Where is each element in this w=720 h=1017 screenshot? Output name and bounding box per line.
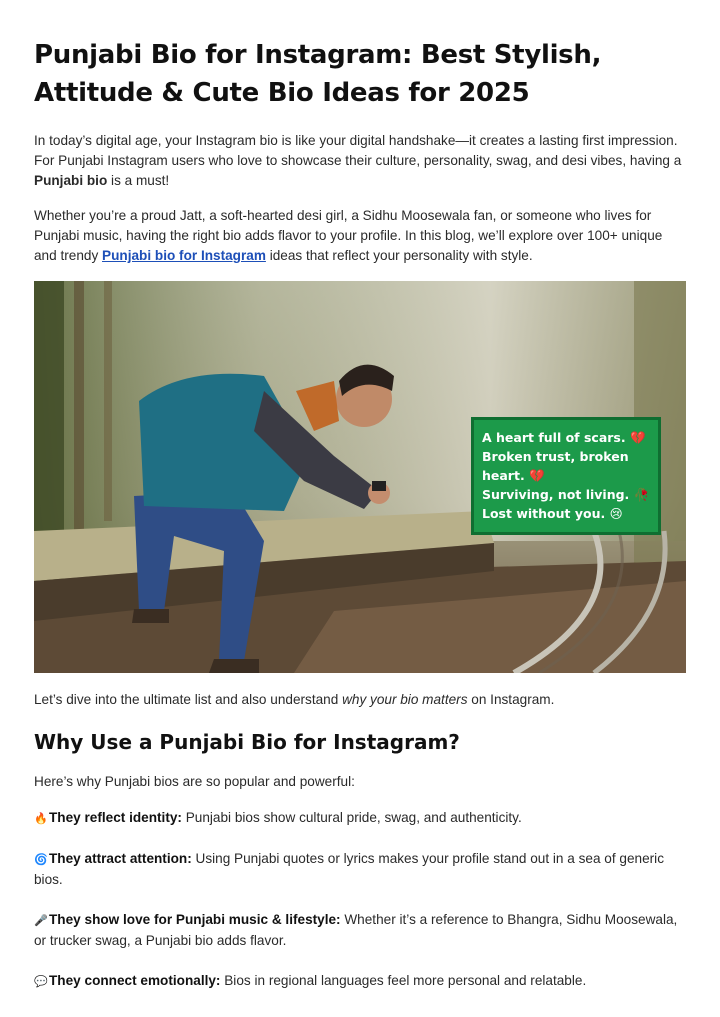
caption-line: A heart full of scars. 💔 — [482, 430, 646, 445]
intro-bold: Punjabi bio — [34, 173, 108, 188]
caption-line: Broken trust, broken — [482, 449, 629, 464]
third-paragraph — [34, 690, 686, 710]
intro-paragraph — [34, 131, 686, 191]
section-heading: Why Use a Punjabi Bio for Instagram? — [34, 730, 460, 754]
speech-bubble-icon: 💬 — [34, 976, 48, 988]
reason-text: Whether it’s a reference to Bhangra, Sidhu Moosewala, or trucker swag, a Punjabi bio adds flavor. — [34, 912, 678, 948]
para2-text-2: ideas that reflect your personality with style. — [265, 248, 533, 263]
reason-text: Bios in regional languages feel more personal and relatable. — [220, 973, 587, 988]
para3-text-1: Let’s dive into the ultimate list and also understand — [34, 692, 343, 707]
reason-title: They reflect identity: — [49, 810, 182, 825]
caption-line: heart. 💔 — [482, 468, 545, 483]
reason-item — [34, 971, 686, 992]
reason-item — [34, 849, 686, 890]
para2-text-1: Whether you’re a proud Jatt, a soft-hearted desi girl, a Sidhu Moosewala fan, or someone who lives for Punjabi music, having the right bio adds flavor to your profile. In this blog, we’ll explore over 100+ unique and trendy — [34, 208, 663, 263]
reason-item — [34, 808, 686, 829]
caption-line: Lost without you. 😢 — [482, 506, 623, 521]
hero-image — [34, 281, 686, 673]
cyclone-icon: 🌀 — [34, 854, 48, 866]
fire-icon: 🔥 — [34, 813, 48, 825]
intro-text-2: is a must! — [107, 173, 170, 188]
article-title: Punjabi Bio for Instagram: Best Stylish, Attitude & Cute Bio Ideas for 2025 — [34, 40, 602, 108]
reason-title: They attract attention: — [49, 851, 192, 866]
caption-line: Surviving, not living. 🥀 — [482, 487, 650, 502]
reason-title: They show love for Punjabi music & lifestyle: — [49, 912, 341, 927]
para3-text-2: on Instagram. — [467, 692, 555, 707]
punjabi-bio-link[interactable]: Punjabi bio for Instagram — [102, 248, 266, 263]
microphone-icon: 🎤 — [34, 915, 48, 927]
intro-text-1: In today’s digital age, your Instagram bio is like your digital handshake—it creates a lasting first impression. For Punjabi Instagram users who love to showcase their culture, personality, swag, and desi vibes, having a — [34, 133, 682, 168]
reason-text: Punjabi bios show cultural pride, swag, and authenticity. — [181, 810, 522, 825]
para3-italic: why your bio matters — [342, 692, 468, 707]
reason-item — [34, 910, 686, 951]
section-intro: Here’s why Punjabi bios are so popular and powerful: — [34, 774, 355, 789]
second-paragraph — [34, 206, 686, 266]
reason-text: Using Punjabi quotes or lyrics makes your profile stand out in a sea of generic bios. — [34, 851, 665, 887]
reason-title: They connect emotionally: — [49, 973, 221, 988]
bio-caption-box — [471, 417, 661, 535]
